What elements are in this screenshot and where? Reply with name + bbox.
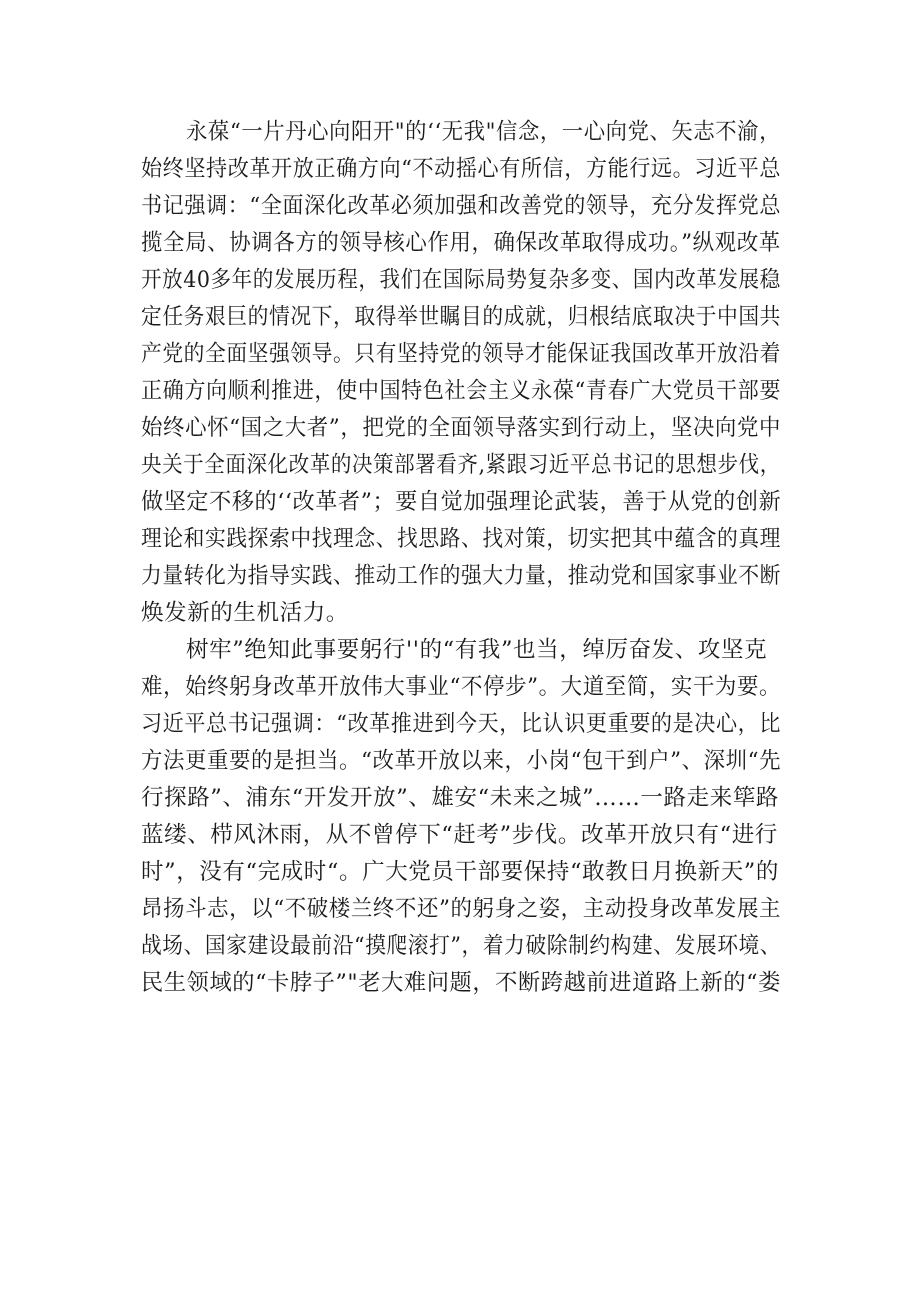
text-line: 难，始终躬身改革开放伟大事业“不停步”。大道至简，实干为要。: [141, 674, 782, 700]
text-line: 揽全局、协调各方的领导核心作用，确保改革取得成功。”纵观改革: [141, 230, 781, 256]
text-line: 蓝缕、栉风沐雨，从不曾停下“赶考”步伐。改革开放只有“进行: [141, 822, 778, 848]
text-line: 方法更重要的是担当。“改革开放以来，小岗“包干到户”、深圳“先: [141, 748, 782, 774]
text-line: 始终心怀“国之大者”，把党的全面领导落实到行动上，坚决向党中: [141, 415, 782, 441]
text-line: 焕发新的生机活力。: [141, 600, 349, 626]
text-line: 做坚定不移的‘‘改革者”；要自觉加强理论武装，善于从党的创新: [141, 489, 782, 515]
text-line: 力量转化为指导实践、推动工作的强大力量，推动党和国家事业不断: [141, 563, 781, 589]
text-line: 民生领域的“卡脖子”"老大难问题，不断跨越前进道路上新的“娄: [141, 970, 781, 996]
text-line: 习近平总书记强调：“改革推进到今天，比认识更重要的是决心，比: [141, 711, 782, 737]
text-line: 时”，没有“完成时“。广大党员干部要保持“敢教日月换新天”的: [141, 859, 780, 885]
text-line: 行探路”、浦东“开发开放”、雄安“未来之城”……一路走来筚路: [141, 785, 780, 811]
text-line: 树牢”绝知此事要躬行''的“有我”也当，绰厉奋发、攻坚克: [186, 637, 768, 663]
text-line: 开放40多年的发展历程，我们在国际局势复杂多变、国内改革发展稳: [141, 267, 781, 293]
text-line: 战场、国家建设最前沿“摸爬滚打”，着力破除制约构建、发展环境、: [141, 933, 782, 959]
text-line: 央关于全面深化改革的决策部署看齐,紧跟习近平总书记的思想步伐，: [141, 452, 781, 478]
text-line: 理论和实践探索中找理念、找思路、找对策，切实把其中蕴含的真理: [141, 526, 781, 552]
text-line: 产党的全面坚强领导。只有坚持党的领导才能保证我国改革开放沿着: [141, 341, 781, 367]
text-line: 定任务艰巨的情况下，取得举世瞩目的成就，归根结底取决于中国共: [141, 304, 781, 330]
text-line: 昂扬斗志，以“不破楼兰终不还”的躬身之姿，主动投身改革发展主: [141, 896, 782, 922]
text-line: 永葆“一片丹心向阳开"的‘‘无我"信念，一心向党、矢志不渝，: [186, 119, 782, 145]
text-line: 始终坚持改革开放正确方向“不动摇心有所信，方能行远。习近平总: [141, 156, 782, 182]
text-line: 书记强调：“全面深化改革必须加强和改善党的领导，充分发挥党总: [141, 193, 782, 219]
text-line: 正确方向顺利推进，使中国特色社会主义永葆“青春广大党员干部要: [141, 378, 782, 404]
